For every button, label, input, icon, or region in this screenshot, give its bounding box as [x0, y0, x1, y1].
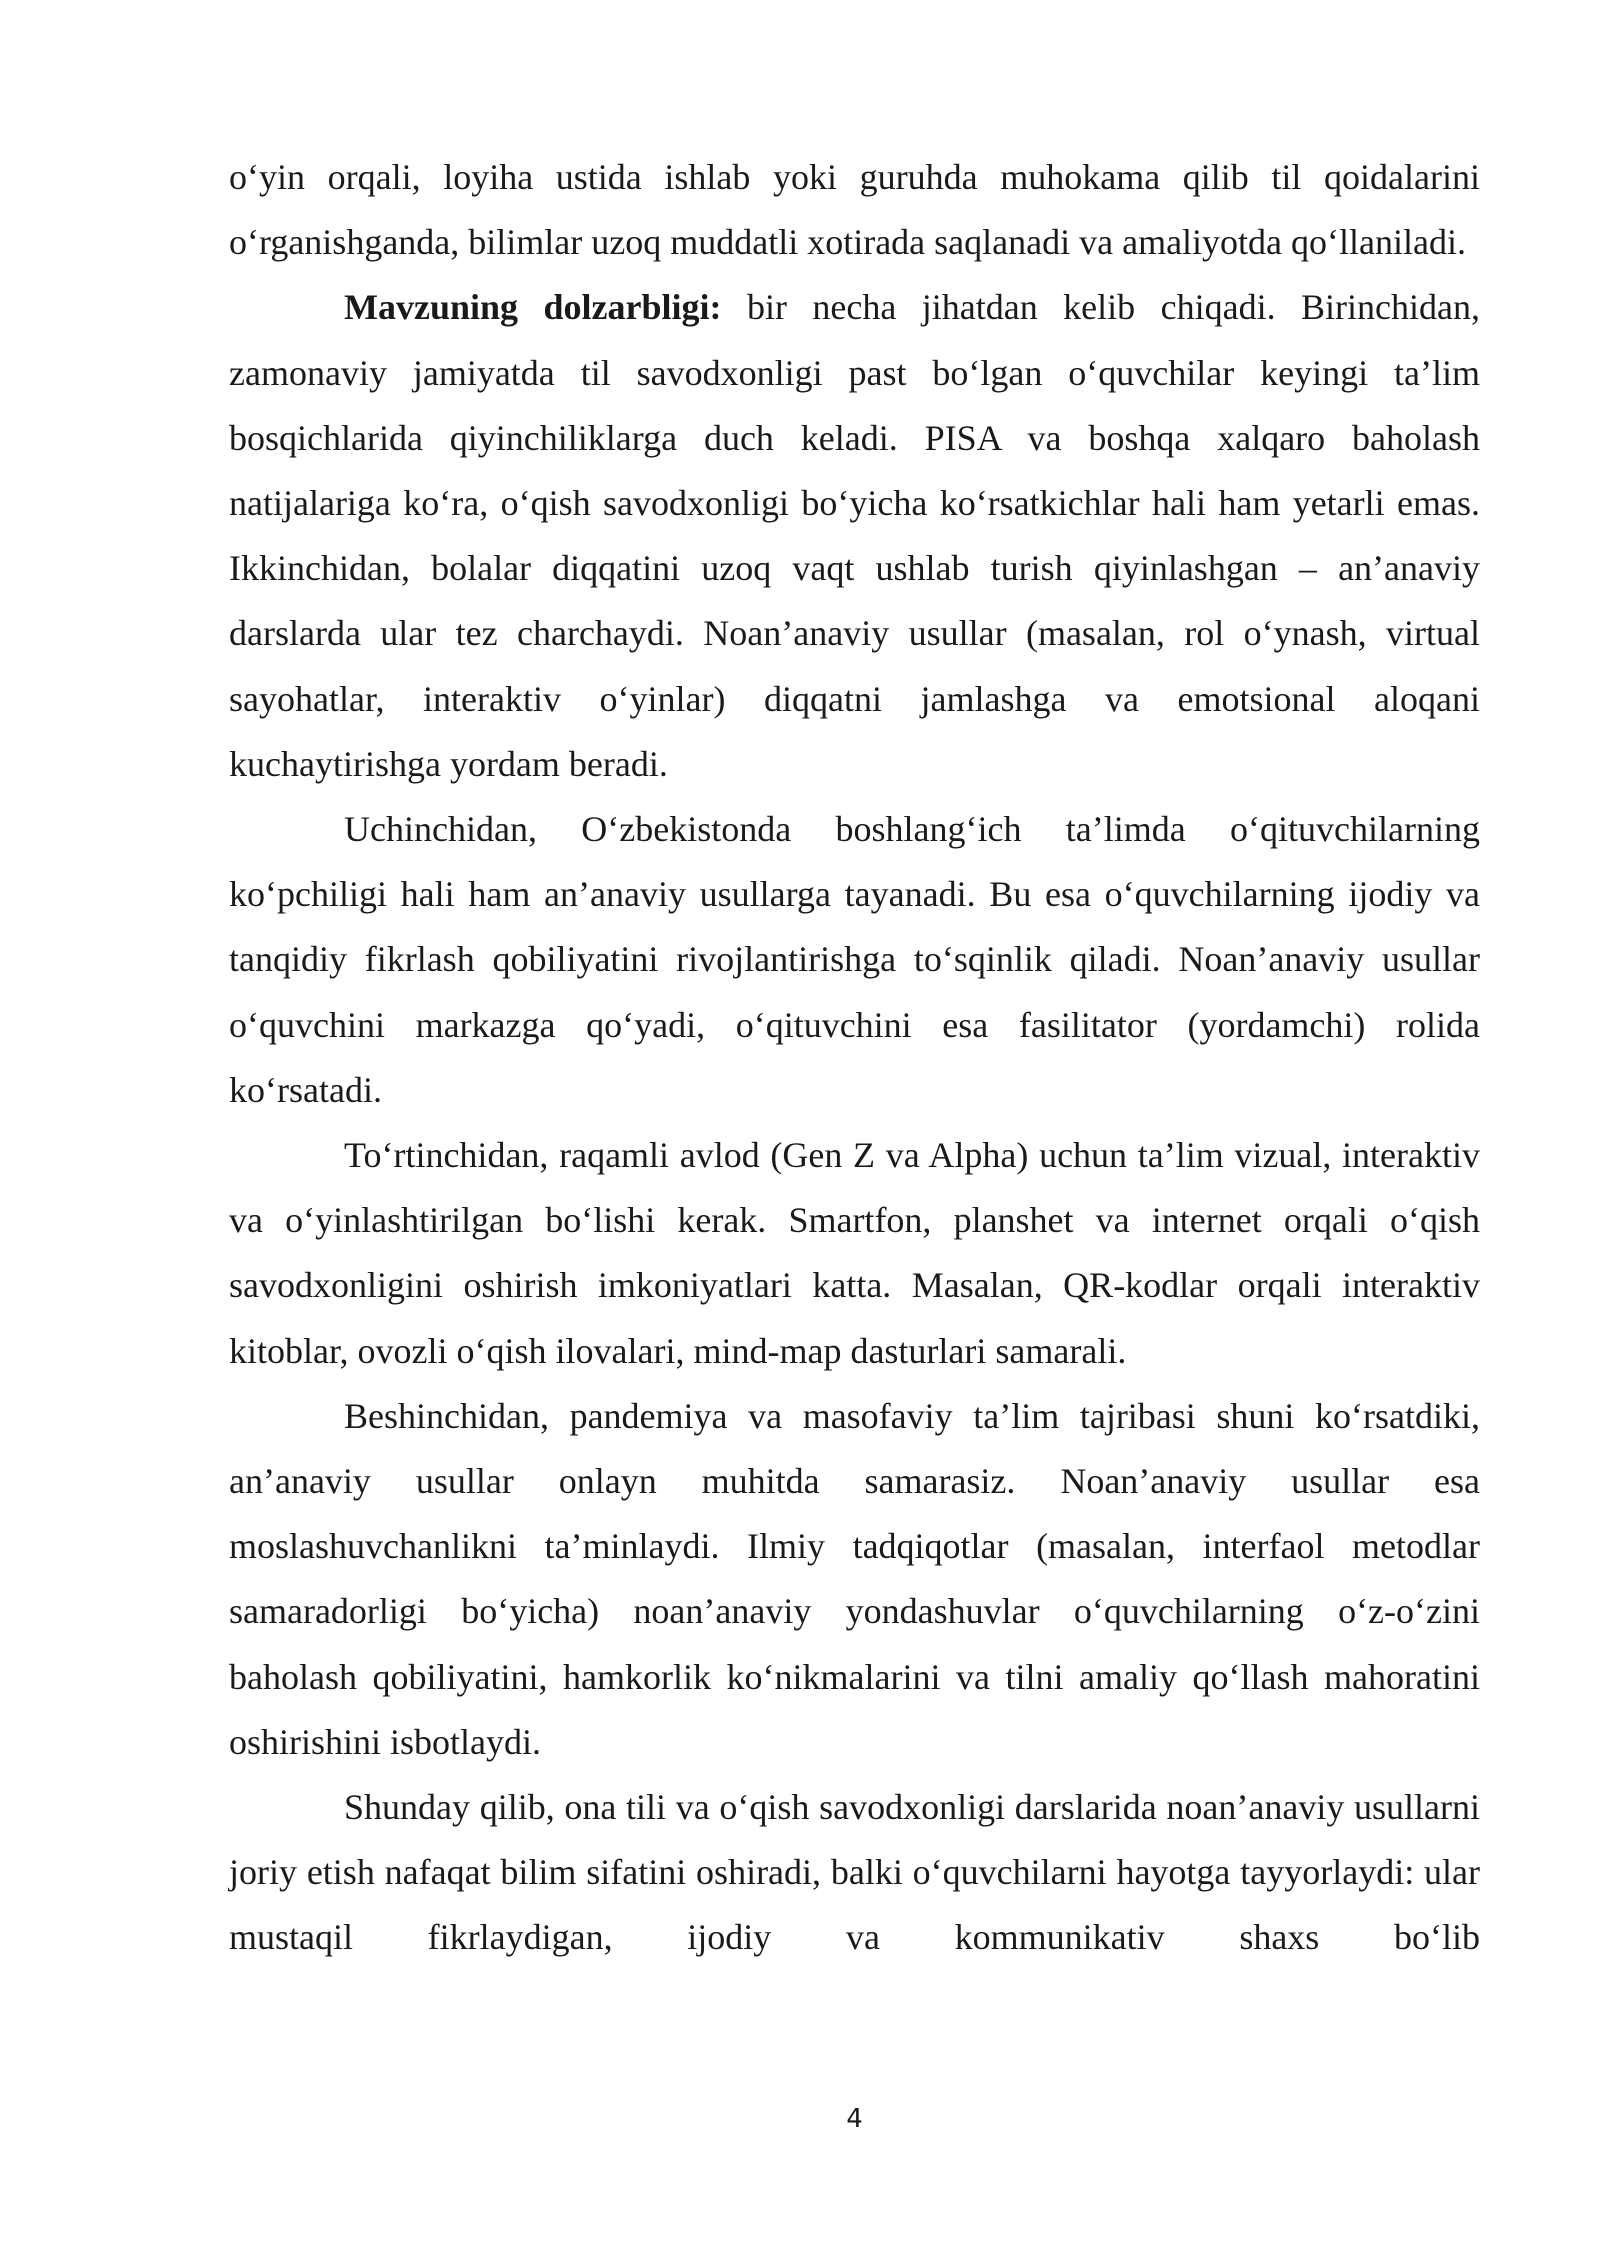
- relevance-heading: Mavzuning dolzarbligi:: [344, 287, 722, 328]
- paragraph-relevance: [229, 275, 1480, 797]
- relevance-text: bir necha jihatdan kelib chiqadi. Birinchidan, zamonaviy jamiyatda til savodxonligi past bo‘lgan o‘quvchilar keyingi ta’lim bosqichlarida qiyinchiliklarga duch keladi. PISA va boshqa xalqaro baholash natijalariga ko‘ra, o‘qish savodxonligi bo‘yicha ko‘rsatkichlar hali ham yetarli emas. Ikkinchidan, bolalar diqqatini uzoq vaqt ushlab turish qiyinlashgan – an’anaviy darslarda ular tez charchaydi. Noan’anaviy usullar (masalan, rol o‘ynash, virtual sayohatlar, interaktiv o‘yinlar) diqqatni jamlashga va emotsional aloqani kuchaytirishga yordam beradi.: [229, 287, 1480, 784]
- page-number: 4: [846, 2104, 863, 2134]
- paragraph-fifth: Beshinchidan, pandemiya va masofaviy ta’lim tajribasi shuni ko‘rsatdiki, an’anaviy usullar onlayn muhitda samarasiz. Noan’anaviy usullar esa moslashuvchanlikni ta’minlaydi. Ilmiy tadqiqotlar (masalan, interfaol metodlar samaradorligi bo‘yicha) noan’anaviy yondashuvlar o‘quvchilarning o‘z-o‘zini baholash qobiliyatini, hamkorlik ko‘nikmalarini va tilni amaliy qo‘llash mahoratini oshirishini isbotlaydi.: [229, 1395, 1480, 1762]
- paragraph-fourth: To‘rtinchidan, raqamli avlod (Gen Z va Alpha) uchun ta’lim vizual, interaktiv va o‘yinlashtirilgan bo‘lishi kerak. Smartfon, planshet va internet orqali o‘qish savodxonligini oshirish imkoniyatlari katta. Masalan, QR-kodlar orqali interaktiv kitoblar, ovozli o‘qish ilovalari, mind-map dasturlari samarali.: [229, 1135, 1480, 1371]
- paragraph-third: Uchinchidan, O‘zbekistonda boshlang‘ich ta’limda o‘qituvchilarning ko‘pchiligi hali ham an’anaviy usullarga tayanadi. Bu esa o‘quvchilarning ijodiy va tanqidiy fikrlash qobiliyatini rivojlantirishga to‘sqinlik qiladi. Noan’anaviy usullar o‘quvchini markazga qo‘yadi, o‘qituvchini esa fasilitator (yordamchi) rolida ko‘rsatadi.: [229, 809, 1480, 1110]
- paragraph-conclusion: Shunday qilib, ona tili va o‘qish savodxonligi darslarida noan’anaviy usullarni joriy etish nafaqat bilim sifatini oshiradi, balki o‘quvchilarni hayotga tayyorlaydi: ular mustaqil fikrlaydigan, ijodiy va kommunikativ shaxs bo‘lib: [229, 1787, 1480, 1958]
- paragraph-continuation: o‘yin orqali, loyiha ustida ishlab yoki guruhda muhokama qilib til qoidalarini o‘rganishganda, bilimlar uzoq muddatli xotirada saqlanadi va amaliyotda qo‘llaniladi.: [229, 157, 1480, 263]
- body-text: [229, 145, 1480, 1971]
